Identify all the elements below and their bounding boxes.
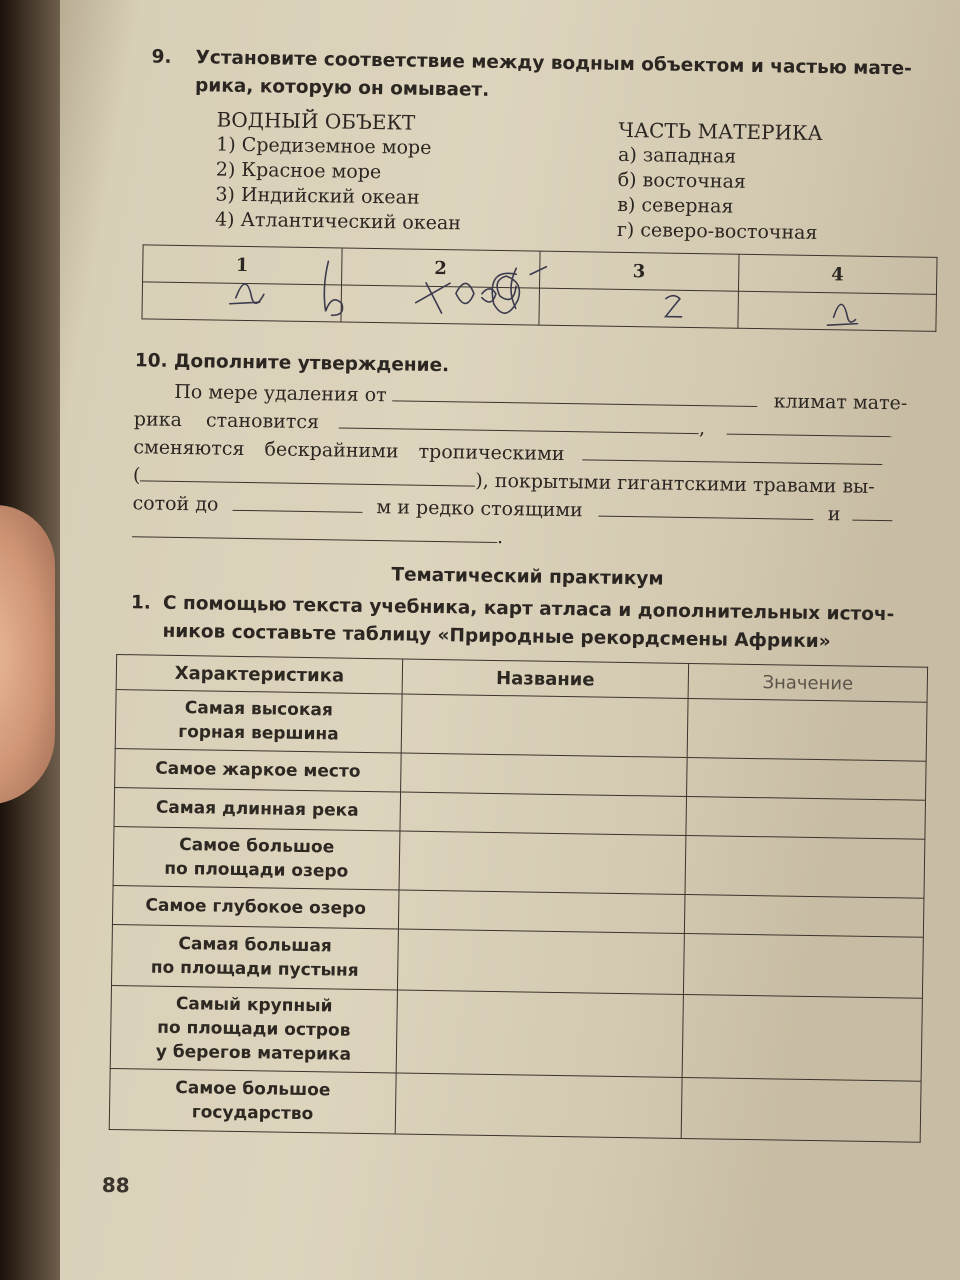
- answer-header-2: 2: [341, 248, 540, 288]
- answer-header-4: 4: [738, 254, 937, 294]
- t10-s1a: По мере удаления от: [174, 380, 387, 407]
- row-label: горная вершина: [178, 722, 339, 745]
- handwriting-cell1-b: [324, 261, 343, 315]
- cell-value[interactable]: [684, 894, 924, 937]
- row-deepest-lake: [112, 885, 399, 928]
- water-object-header: ВОДНЫЙ ОБЪЕКТ: [216, 107, 416, 135]
- water-item-1: 1) Средиземное море: [216, 133, 432, 159]
- blank-8[interactable]: [852, 502, 892, 522]
- row-label: по площади пустыня: [150, 957, 359, 981]
- cell-value[interactable]: [685, 835, 925, 898]
- practicum-heading: Тематический практикум: [391, 564, 664, 590]
- row-label: Самое большое: [175, 1078, 331, 1101]
- row-label: Самая большая: [178, 934, 332, 957]
- row-highest-peak: [115, 690, 402, 753]
- handwriting-cell4: [827, 304, 857, 325]
- t10-s5b: м и редко стоящими: [376, 496, 583, 522]
- t10-s2b: становится: [205, 409, 320, 434]
- t10-s1b: климат мате-: [773, 390, 908, 415]
- row-label: по площади озеро: [164, 858, 349, 882]
- t10-s5c: и: [827, 503, 841, 526]
- row-label: Самое глубокое озеро: [145, 895, 367, 919]
- handwritten-answers: [215, 240, 916, 341]
- blank-6[interactable]: [232, 492, 362, 513]
- header-value: Значение: [688, 664, 928, 703]
- handwriting-cell1-a: [230, 284, 264, 305]
- cell-name[interactable]: [396, 990, 683, 1077]
- t10-s3b: бескрайними: [264, 438, 399, 463]
- blank-2[interactable]: [339, 409, 699, 434]
- task9-line2: рика, которую он омывает.: [194, 75, 490, 101]
- water-item-4: 4) Атлантический океан: [214, 208, 462, 235]
- part-item-a: а) западная: [617, 143, 737, 168]
- page-number: 88: [101, 1172, 130, 1198]
- page-content: [101, 30, 950, 1263]
- header-characteristic: Характеристика: [116, 655, 403, 694]
- blank-9[interactable]: [132, 518, 497, 543]
- row-longest-river: [114, 788, 401, 831]
- t10-s3c: тропическими: [418, 440, 565, 466]
- t10-s5a: сотой до: [132, 492, 219, 516]
- t10-s3a: сменяются: [133, 436, 245, 461]
- cell-value[interactable]: [687, 757, 927, 800]
- row-label: Самое большое: [179, 835, 335, 858]
- row-label: Самая высокая: [184, 698, 333, 721]
- row-label: Самая длинная река: [155, 797, 359, 821]
- practicum-line1: С помощью текста учебника, карт атласа и дополнительных источ-: [162, 592, 895, 626]
- continent-part-header: ЧАСТЬ МАТЕРИКА: [618, 117, 823, 146]
- part-item-b: б) восточная: [617, 168, 747, 193]
- cell-name[interactable]: [399, 831, 686, 894]
- blank-4[interactable]: [582, 441, 882, 465]
- handwriting-cell3: [666, 296, 682, 317]
- practicum-line2: ников составьте таблицу «Природные рекордсмены Африки»: [162, 620, 831, 653]
- t10-s4a: (: [132, 464, 141, 487]
- handwriting-cell2: [416, 265, 547, 315]
- part-item-d: г) северо-восточная: [616, 218, 818, 244]
- row-label: государство: [191, 1102, 314, 1125]
- answer-header-3: 3: [539, 251, 738, 291]
- row-largest-lake: [113, 827, 400, 890]
- cell-value[interactable]: [681, 1077, 921, 1142]
- records-table: [109, 654, 928, 1143]
- blank-1[interactable]: [393, 382, 758, 407]
- header-name: Название: [402, 659, 689, 698]
- part-item-c: в) северная: [617, 193, 734, 218]
- cell-name[interactable]: [395, 1073, 682, 1138]
- row-largest-desert: [111, 924, 398, 989]
- cell-name[interactable]: [400, 792, 687, 835]
- row-label: по площади остров: [157, 1017, 351, 1041]
- water-item-2: 2) Красное море: [215, 158, 382, 184]
- water-item-3: 3) Индийский океан: [215, 183, 420, 209]
- t10-s4b: ), покрытыми гигантскими травами вы-: [475, 469, 875, 498]
- finger-holding-page: [0, 505, 55, 805]
- blank-3[interactable]: [727, 416, 892, 438]
- cell-name[interactable]: [401, 694, 688, 757]
- row-label: Самый крупный: [175, 993, 333, 1017]
- row-hottest-place: [115, 749, 402, 792]
- row-label: Самое жаркое место: [155, 758, 361, 782]
- t10-s6: .: [496, 525, 504, 549]
- answer-header-1: 1: [143, 245, 342, 285]
- cell-name[interactable]: [397, 929, 684, 994]
- blank-7[interactable]: [599, 498, 814, 520]
- task9-line1: Установите соответствие между водным объектом и частью мате-: [195, 47, 912, 80]
- t10-s2c: ,: [698, 417, 706, 440]
- cell-value[interactable]: [687, 699, 927, 762]
- task10-title: 10. Дополните утверждение.: [134, 350, 450, 377]
- cell-value[interactable]: [683, 933, 923, 998]
- t10-s2a: рика: [133, 408, 183, 432]
- cell-name[interactable]: [398, 890, 685, 933]
- task10-line6: [132, 518, 503, 548]
- blank-5[interactable]: [140, 462, 475, 486]
- cell-value[interactable]: [686, 796, 926, 839]
- row-label: у берегов материка: [155, 1041, 352, 1065]
- row-largest-island: [110, 985, 397, 1072]
- task9-number: 9.: [151, 46, 172, 68]
- cell-name[interactable]: [401, 753, 688, 796]
- row-largest-state: [109, 1068, 396, 1133]
- practicum-number: 1.: [130, 592, 152, 614]
- cell-value[interactable]: [682, 994, 922, 1081]
